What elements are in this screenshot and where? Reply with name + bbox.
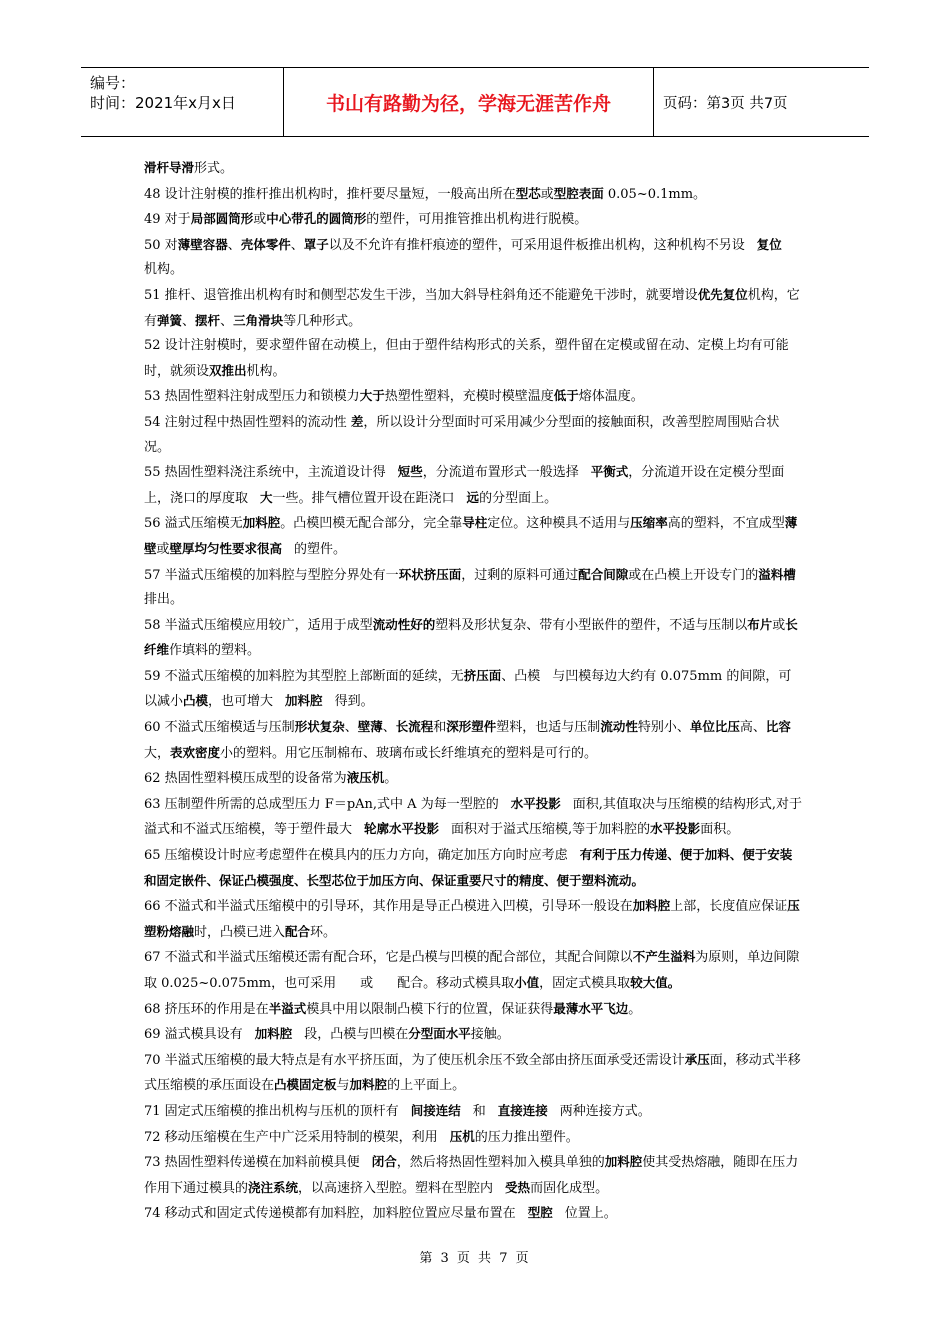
paragraph: 69 溢式模具设有 加料腔 段，凸模与凹模在分型面水平接触。 [144, 1026, 510, 1043]
number-label: 编号： [90, 74, 136, 92]
paragraph: 65 压缩模设计时应考虑塑件在模具内的压力方向，确定加压方向时应考虑 有利于压力传递、便于加料、便于安装和固定嵌件、保证凸模强度、长型芯位于加压方向、保证重要尺寸的精度、便于塑料流动。 [144, 847, 793, 888]
paragraph: 63 压制塑件所需的总成型压力 F＝pAn,式中 A 为每一型腔的 水平投影 面积,其值取决与压缩模的结构形式,对于溢式和不溢式压缩模，等于塑件最大 轮廓水平投影 面积对于溢式压缩模,等于加料腔的水平投影面积。 [144, 795, 802, 838]
paragraph: 53 热固性塑料注射成型压力和锁模力大于热塑性塑料，充模时模壁温度低于熔体温度。 [144, 388, 644, 405]
header-page-info: 页码：第3页 共7页 [663, 95, 788, 112]
paragraph: 66 不溢式和半溢式压缩模中的引导环，其作用是导正凸模进入凹模，引导环一般设在加料腔上部，长度值应保证压塑粉熔融时，凸模已进入配合环。 [144, 898, 800, 940]
paragraph: 58 半溢式压缩模应用较广，适用于成型流动性好的塑料及形状复杂、带有小型嵌件的塑件，不适与压制以布片或长纤维作填料的塑料。 [144, 616, 798, 659]
paragraph: 72 移动压缩模在生产中广泛采用特制的模架，利用 压机的压力推出塑件。 [144, 1128, 579, 1145]
header-motto: 书山有路勤为径，学海无涯苦作舟 [284, 68, 654, 136]
paragraph: 67 不溢式和半溢式压缩模还需有配合环，它是凸模与凹模的配合部位，其配合间隙以不产生溢料为原则，单边间隙取 0.025~0.075mm，也可采用 或 配合。移动式模具取小值，固定式模具取较大值。 [144, 949, 800, 991]
header-meta [81, 68, 284, 136]
paragraph: 49 对于局部圆筒形或中心带孔的圆筒形的塑件，可用推管推出机构进行脱模。 [144, 211, 588, 228]
paragraph: 62 热固性塑料模压成型的设备常为液压机。 [144, 770, 398, 787]
paragraph: 74 移动式和固定式传递模都有加料腔，加料腔位置应尽量布置在 型腔 位置上。 [144, 1205, 617, 1222]
paragraph: 51 推杆、退管推出机构有时和侧型芯发生干涉，当加大斜导柱斜角还不能避免干涉时，就要增设优先复位机构，它有弹簧、摆杆、三角滑块等几种形式。 [144, 286, 800, 329]
paragraph: 48 设计注射模的推杆推出机构时，推杆要尽量短，一般高出所在型芯或型腔表面 0.05~0.1mm。 [144, 185, 707, 202]
paragraph: 54 注射过程中热固性塑料的流动性 差，所以设计分型面时可采用减少分型面的接触面积，改善型腔周围贴合状况。 [144, 413, 780, 455]
paragraph: 60 不溢式压缩模适与压制形状复杂、壁薄、长流程和深形塑件塑料，也适与压制流动性特别小、单位比压高、比容大，表欢密度小的塑料。用它压制棉布、玻璃布或长纤维填充的塑料是可行的。 [144, 719, 791, 761]
page-footer: 第 3 页 共 7 页 [419, 1251, 531, 1266]
document-body [144, 156, 804, 1227]
paragraph: 68 挤压环的作用是在半溢式模具中用以限制凸模下行的位置，保证获得最薄水平飞边。 [144, 1000, 642, 1017]
paragraph: 70 半溢式压缩模的最大特点是有水平挤压面，为了使压机余压不致全部由挤压面承受还需设计承压面，移动式半移式压缩模的承压面设在凸模固定板与加料腔的上平面上。 [144, 1051, 801, 1094]
paragraph: 71 固定式压缩模的推出机构与压机的顶杆有 间接连结 和 直接连接 两种连接方式。 [144, 1102, 651, 1119]
paragraph: 52 设计注射模时，要求塑件留在动模上，但由于塑件结构形式的关系，塑件留在定模或留在动、定模上均有可能时，就须设双推出机构。 [144, 338, 789, 379]
paragraph: 56 溢式压缩模无加料腔。凸模凹模无配合部分，完全靠导柱定位。这种模具不适用与压缩率高的塑料，不宜成型薄壁或壁厚均匀性要求很高 的塑件。 [144, 515, 798, 557]
paragraph: 50 对薄壁容器、壳体零件、罩子以及不允许有推杆痕迹的塑件，可采用退件板推出机构，这种机构不另设 复位机构。 [144, 236, 782, 278]
paragraph: 55 热固性塑料浇注系统中，主流道设计得 短些，分流道布置形式一般选择 平衡式，分流道开设在定模分型面上，浇口的厚度取 大一些。排气槽位置开设在距浇口 远的分型面上。 [144, 464, 785, 506]
document-header [81, 67, 869, 137]
paragraph: 滑杆导滑形式。 [144, 160, 234, 176]
date-label: 时间：2021年x月x日 [90, 94, 236, 112]
paragraph: 73 热固性塑料传递模在加料前模具便 闭合，然后将热固性塑料加入模具单独的加料腔使其受热熔融，随即在压力作用下通过模具的浇注系统，以高速挤入型腔。塑料在型腔内 受热而固化成型。 [144, 1154, 799, 1196]
paragraph: 57 半溢式压缩模的加料腔与型腔分界处有一环状挤压面，过剩的原料可通过配合间隙或在凸模上开设专门的溢料槽排出。 [144, 566, 796, 608]
paragraph: 59 不溢式压缩模的加料腔为其型腔上部断面的延续，无挤压面、凸模 与凹模每边大约有 0.075mm 的间隙，可以减小凸模，也可增大 加料腔 得到。 [144, 667, 792, 710]
